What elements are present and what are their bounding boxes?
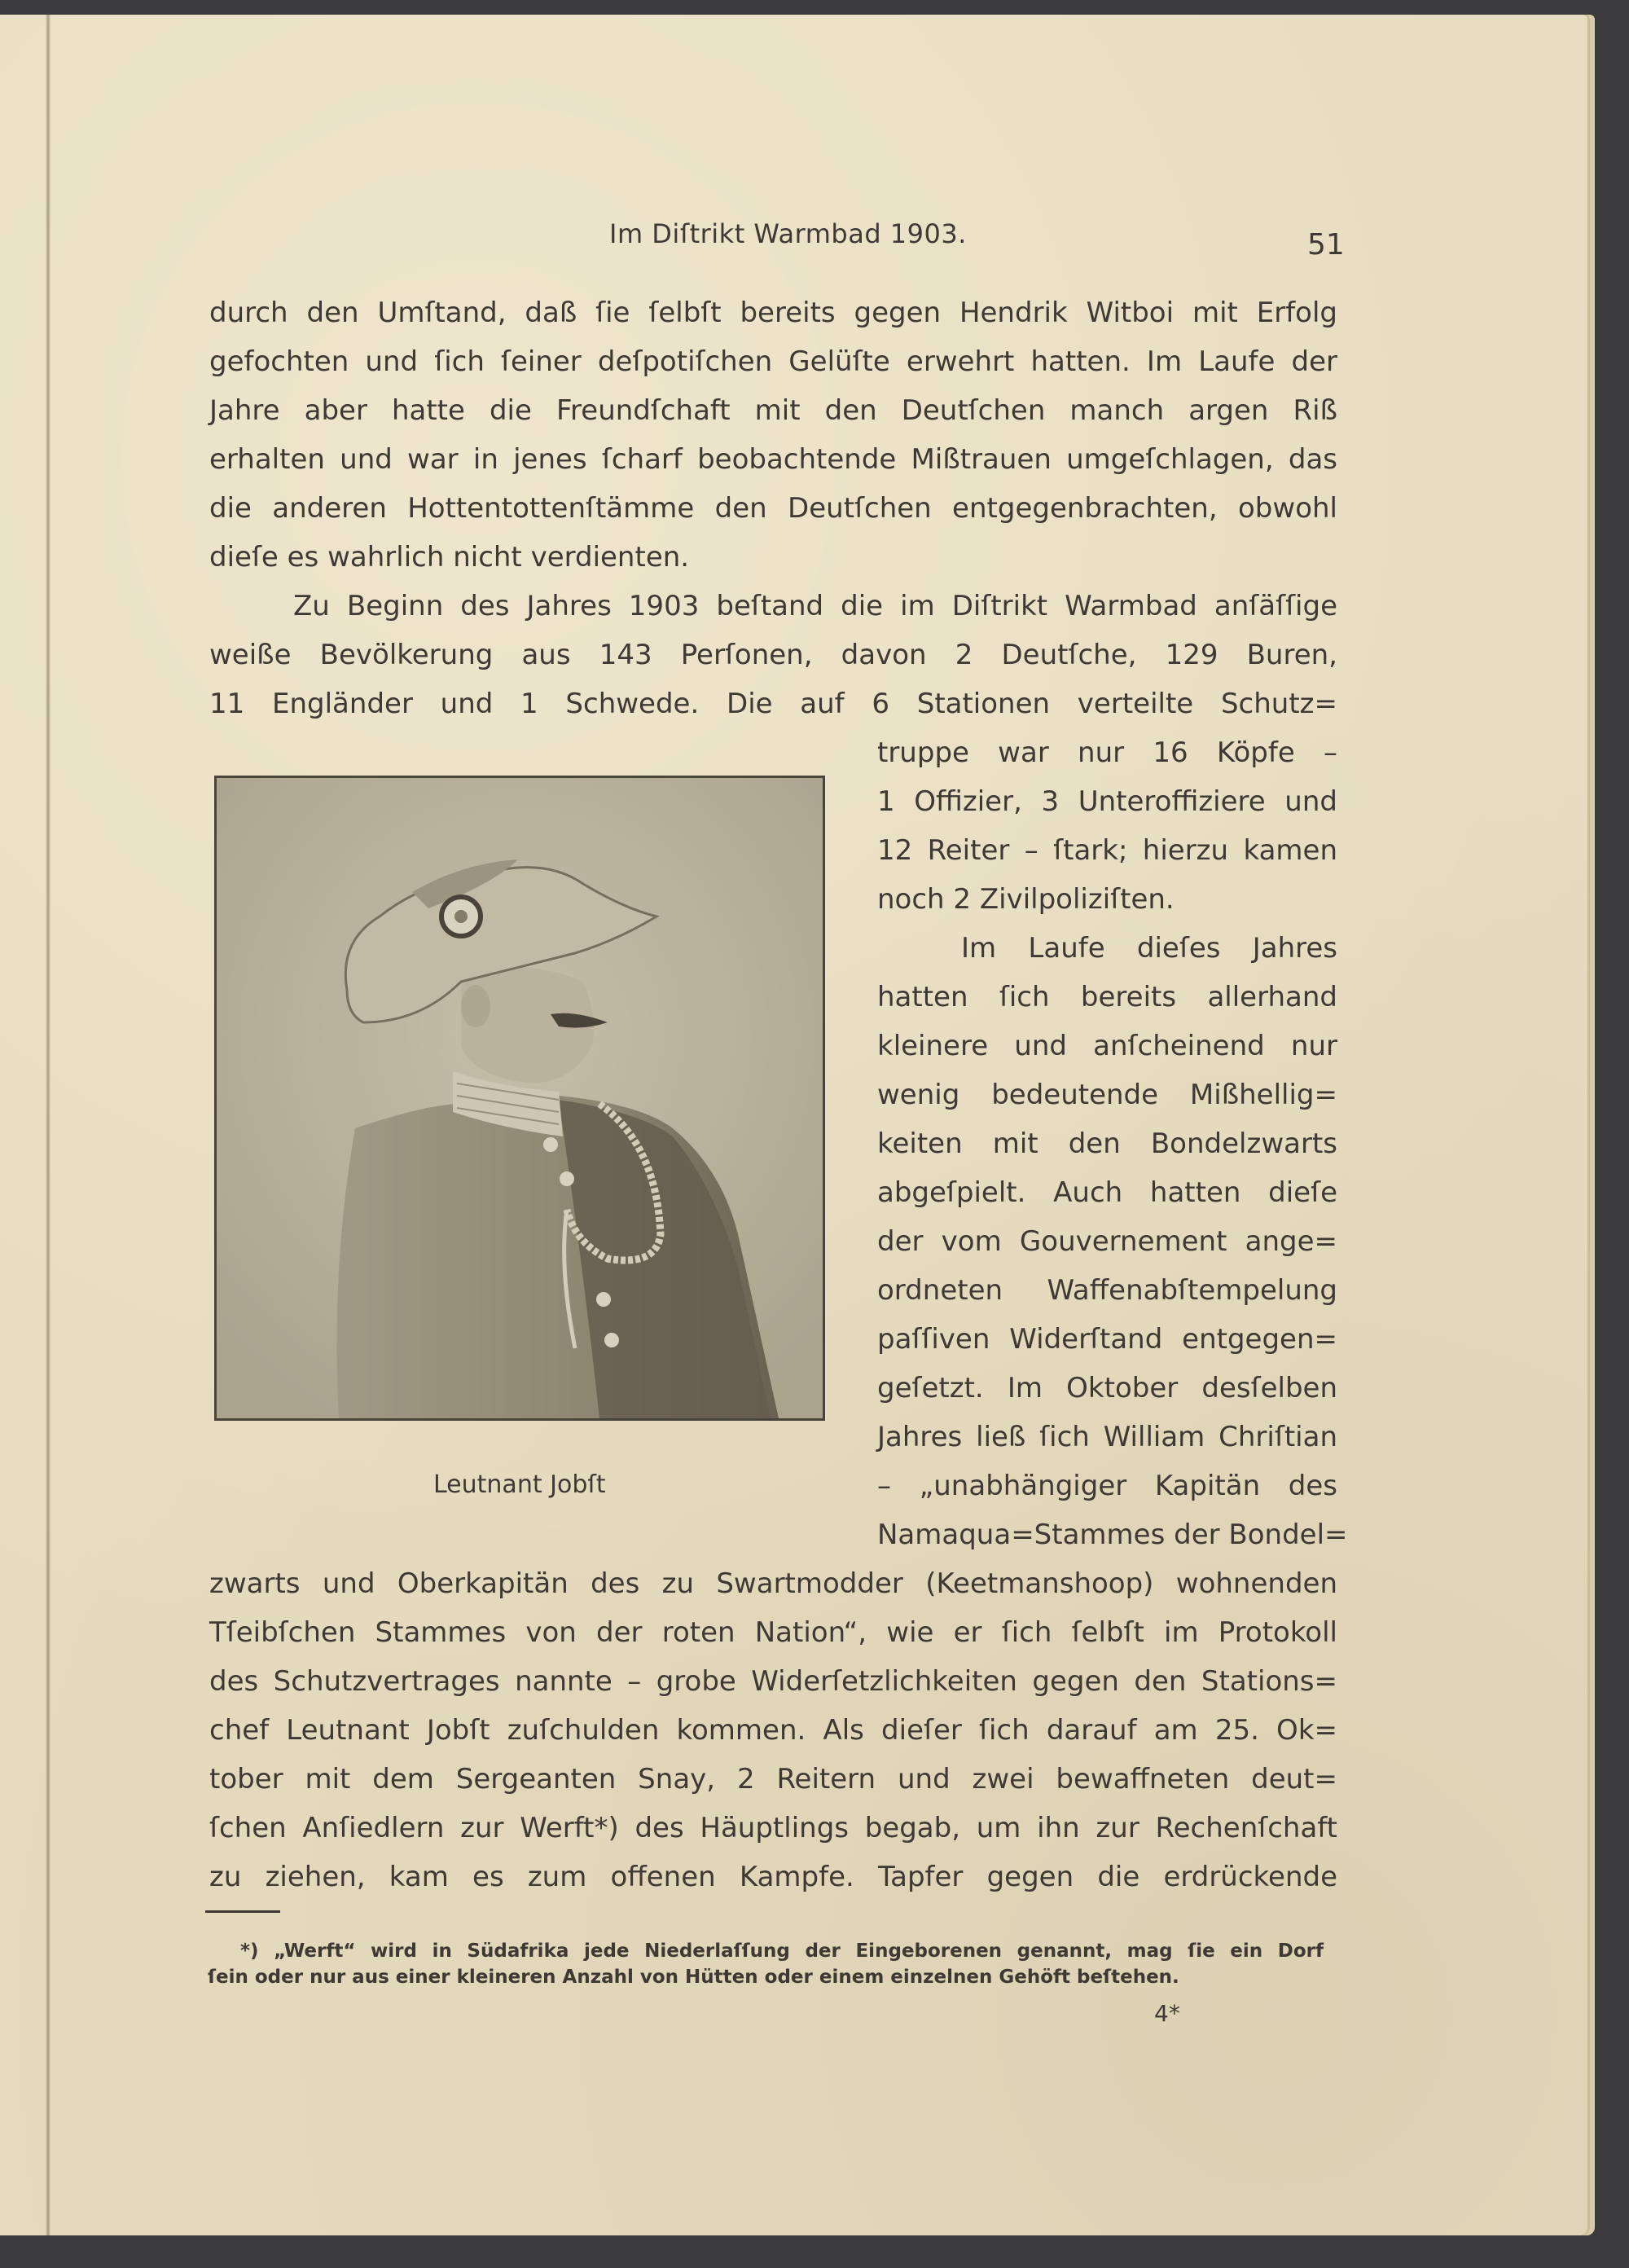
column-line: geſetzt. Im Oktober desſelben (877, 1372, 1337, 1404)
column-line: kleinere und anſcheinend nur (877, 1030, 1337, 1062)
page-number: 51 (1307, 228, 1345, 262)
body-line: Tſeibſchen Stammes von der roten Nation“, wie er ſich ſelbſt im Protokoll (209, 1616, 1337, 1649)
body-line: chef Leutnant Jobſt zuſchulden kommen. Als dieſer ſich darauf am 25. Ok= (209, 1714, 1337, 1747)
body-line: dieſe es wahrlich nicht verdienten. (209, 541, 690, 574)
footnote-line: ſein oder nur aus einer kleineren Anzahl von Hütten oder einem einzelnen Gehöft beſtehen. (208, 1967, 1179, 1988)
body-line: tober mit dem Sergeanten Snay, 2 Reitern und zwei bewaffneten deut= (209, 1763, 1337, 1796)
body-line: gefochten und ſich ſeiner deſpotiſchen Gelüſte erwehrt hatten. Im Laufe der (209, 345, 1337, 378)
column-line: abgeſpielt. Auch hatten dieſe (877, 1176, 1337, 1209)
body-line: erhalten und war in jenes ſcharf beobachtende Mißtrauen umgeſchlagen, das (209, 443, 1337, 476)
page-gutter (46, 15, 50, 2235)
column-line: der vom Gouvernement ange= (877, 1225, 1337, 1258)
column-line: hatten ſich bereits allerhand (877, 981, 1337, 1013)
column-line: wenig bedeutende Mißhellig= (877, 1079, 1337, 1111)
portrait-photo (214, 776, 825, 1421)
column-line: ordneten Waffenabſtempelung (877, 1274, 1337, 1307)
column-line: noch 2 Zivilpoliziſten. (877, 883, 1175, 916)
column-line: Namaqua=Stammes der Bondel= (877, 1519, 1348, 1551)
body-line: des Schutzvertrages nannte – grobe Widerſetzlichkeiten gegen den Stations= (209, 1665, 1337, 1698)
photo-caption: Leutnant Jobſt (433, 1470, 606, 1499)
body-line: ſchen Anſiedlern zur Werft*) des Häuptlings begab, um ihn zur Rechenſchaft (209, 1812, 1337, 1844)
body-line: durch den Umſtand, daß ſie ſelbſt bereits gegen Hendrik Witboi mit Erfolg (209, 297, 1337, 329)
column-line: keiten mit den Bondelzwarts (877, 1127, 1337, 1160)
body-line: 11 Engländer und 1 Schwede. Die auf 6 Stationen verteilte Schutz= (209, 688, 1337, 720)
body-line: zwarts und Oberkapitän des zu Swartmodder (Keetmanshoop) wohnenden (209, 1567, 1337, 1600)
body-line: die anderen Hottentottenſtämme den Deutſchen entgegenbrachten, obwohl (209, 492, 1337, 525)
footnote-line: *) „Werft“ wird in Südafrika jede Niederlaſſung der Eingeborenen genannt, mag ſie ein Dorf (240, 1941, 1324, 1962)
running-header: Im Diſtrikt Warmbad 1903. (609, 218, 967, 249)
body-line: zu ziehen, kam es zum offenen Kampfe. Tapfer gegen die erdrückende (209, 1861, 1337, 1893)
column-line: 12 Reiter – ſtark; hierzu kamen (877, 834, 1337, 867)
body-line: Zu Beginn des Jahres 1903 beſtand die im Diſtrikt Warmbad anſäſſige (293, 590, 1337, 622)
body-line: Jahre aber hatte die Freundſchaft mit den Deutſchen manch argen Riß (209, 394, 1337, 427)
column-line: – „unabhängiger Kapitän des (877, 1470, 1337, 1502)
column-line: Im Laufe dieſes Jahres (961, 932, 1337, 965)
footnote-rule (205, 1910, 280, 1913)
signature-mark: 4* (1154, 2000, 1180, 2027)
body-line: weiße Bevölkerung aus 143 Perſonen, davon 2 Deutſche, 129 Buren, (209, 639, 1337, 671)
column-line: 1 Offizier, 3 Unteroffiziere und (877, 785, 1337, 818)
portrait-illustration (217, 778, 823, 1418)
column-line: paſſiven Widerſtand entgegen= (877, 1323, 1337, 1356)
column-line: Jahres ließ ſich William Chriſtian (877, 1421, 1337, 1453)
column-line: truppe war nur 16 Köpfe – (877, 736, 1337, 769)
